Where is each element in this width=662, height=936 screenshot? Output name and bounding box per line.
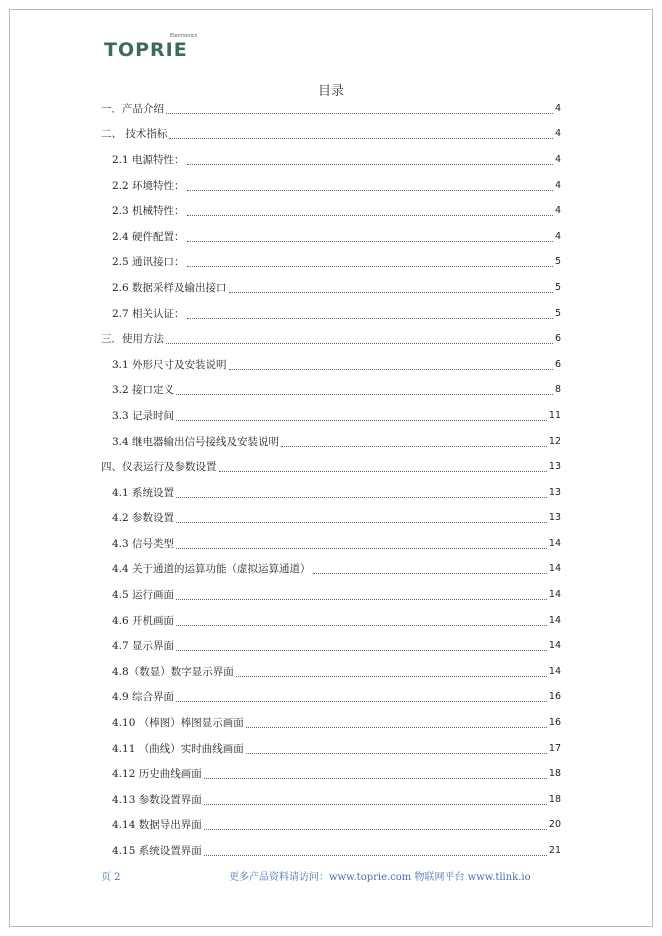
toc-entry[interactable] xyxy=(101,403,561,429)
toc-entry[interactable] xyxy=(101,275,561,301)
toc-entry-page-number: 13 xyxy=(548,486,561,498)
toc-entry[interactable] xyxy=(101,761,561,787)
toc-entry-label: 4.12 历史曲线画面 xyxy=(112,768,202,781)
toc-entry[interactable] xyxy=(101,710,561,736)
toc-entry-page-number: 13 xyxy=(548,461,561,473)
toc-dot-leader xyxy=(281,437,547,447)
toc-dot-leader xyxy=(176,411,547,421)
toc-entry-page-number: 14 xyxy=(548,589,561,601)
toc-entry-label: 4.13 参数设置界面 xyxy=(112,793,202,806)
toc-entry-page-number: 21 xyxy=(548,845,561,857)
toc-entry-label: 四、仪表运行及参数设置 xyxy=(101,461,217,474)
toc-entry[interactable] xyxy=(101,378,561,404)
toc-entry-page-number: 20 xyxy=(548,819,561,831)
toc-entry-label: 3.4 继电器输出信号接线及安装说明 xyxy=(112,435,280,448)
toc-dot-leader xyxy=(176,488,547,498)
toc-entry-page-number: 17 xyxy=(548,742,561,754)
toc-entry[interactable] xyxy=(101,685,561,711)
toc-entry-page-number: 13 xyxy=(548,512,561,524)
toc-entry-page-number: 4 xyxy=(554,205,561,217)
toc-entry-page-number: 4 xyxy=(554,128,561,140)
toc-entry[interactable] xyxy=(101,352,561,378)
toc-entry-page-number: 6 xyxy=(554,358,561,370)
toc-entry-label: 4.9 综合界面 xyxy=(112,691,175,704)
toc-entry-label: 3.2 接口定义 xyxy=(112,384,175,397)
toc-entry[interactable] xyxy=(101,582,561,608)
toc-title: 目录 xyxy=(317,84,344,99)
toc-dot-leader xyxy=(176,539,547,549)
toc-entry-page-number: 14 xyxy=(548,665,561,677)
toc-entry-page-number: 5 xyxy=(554,256,561,268)
toc-entry[interactable] xyxy=(101,736,561,762)
toc-entry-label: 4.6 开机画面 xyxy=(112,614,175,627)
toc-entry-page-number: 4 xyxy=(554,102,561,114)
toc-dot-leader xyxy=(187,181,553,191)
toc-entry-page-number: 14 xyxy=(548,537,561,549)
toc-entry-page-number: 4 xyxy=(554,179,561,191)
toc-entry-page-number: 16 xyxy=(548,717,561,729)
toc-entry-label: 4.15 系统设置界面 xyxy=(112,845,202,858)
toc-entry-page-number: 18 xyxy=(548,793,561,805)
toc-entry-label: 2.1 电源特性： xyxy=(112,153,185,166)
toc-entry-label: 4.3 信号类型 xyxy=(112,537,175,550)
toc-entry-label: 4.8（数显）数字显示界面 xyxy=(112,665,234,678)
toc-entry[interactable] xyxy=(101,506,561,532)
toc-entry[interactable] xyxy=(101,96,561,122)
toc-entry[interactable] xyxy=(101,429,561,455)
toc-entry[interactable] xyxy=(101,608,561,634)
toc-dot-leader xyxy=(187,206,553,216)
toc-entry[interactable] xyxy=(101,480,561,506)
toc-entry-label: 4.14 数据导出界面 xyxy=(112,819,202,832)
toc-entry-label: 3.3 记录时间 xyxy=(112,409,175,422)
toc-entry-label: 4.7 显示界面 xyxy=(112,640,175,653)
table-of-contents xyxy=(101,96,561,864)
toc-entry-label: 2.5 通讯接口： xyxy=(112,256,185,269)
toc-dot-leader xyxy=(229,283,553,293)
toc-dot-leader xyxy=(176,385,553,395)
toc-dot-leader xyxy=(166,104,553,114)
toc-entry[interactable] xyxy=(101,454,561,480)
toc-entry[interactable] xyxy=(101,173,561,199)
toc-entry-page-number: 4 xyxy=(554,153,561,165)
toc-dot-leader xyxy=(236,667,547,677)
toc-dot-leader xyxy=(313,564,547,574)
toc-dot-leader xyxy=(246,744,547,754)
toc-entry-label: 三．使用方法 xyxy=(101,333,164,346)
toc-entry-page-number: 4 xyxy=(554,230,561,242)
toc-dot-leader xyxy=(204,769,547,779)
toc-entry-page-number: 8 xyxy=(554,384,561,396)
toc-entry-page-number: 16 xyxy=(548,691,561,703)
footer-page-number: 页 2 xyxy=(101,872,121,883)
toc-entry[interactable] xyxy=(101,198,561,224)
toc-entry[interactable] xyxy=(101,224,561,250)
toc-entry-label: 2.3 机械特性： xyxy=(112,205,185,218)
toc-entry-label: 2.4 硬件配置： xyxy=(112,230,185,243)
toc-entry-page-number: 5 xyxy=(554,281,561,293)
toc-entry-page-number: 14 xyxy=(548,614,561,626)
toc-entry-page-number: 6 xyxy=(554,333,561,345)
toc-entry-label: 4.4 关于通道的运算功能（虚拟运算通道） xyxy=(112,563,311,576)
toc-entry[interactable] xyxy=(101,813,561,839)
toc-dot-leader xyxy=(176,590,547,600)
toc-entry[interactable] xyxy=(101,787,561,813)
toc-entry-label: 2.6 数据采样及输出接口 xyxy=(112,281,227,294)
toc-entry-label: 4.5 运行画面 xyxy=(112,589,175,602)
toc-entry[interactable] xyxy=(101,122,561,148)
toc-entry-page-number: 11 xyxy=(548,409,561,421)
toc-dot-leader xyxy=(169,129,553,139)
toc-dot-leader xyxy=(204,820,547,830)
toc-entry[interactable] xyxy=(101,147,561,173)
toc-entry[interactable] xyxy=(101,633,561,659)
toc-entry-label: 二、 技术指标 xyxy=(101,128,168,141)
toc-entry[interactable] xyxy=(101,531,561,557)
toc-entry-page-number: 18 xyxy=(548,768,561,780)
toc-dot-leader xyxy=(176,616,547,626)
toc-dot-leader xyxy=(246,718,547,728)
logo-brand-text: TOPRIE xyxy=(104,39,188,61)
toc-entry-label: 2.7 相关认证： xyxy=(112,307,185,320)
toc-dot-leader xyxy=(187,309,553,319)
toc-dot-leader xyxy=(176,692,547,702)
toc-dot-leader xyxy=(187,232,553,242)
toc-entry[interactable] xyxy=(101,838,561,864)
toc-dot-leader xyxy=(219,462,547,472)
toc-dot-leader xyxy=(229,360,553,370)
toc-entry-page-number: 5 xyxy=(554,307,561,319)
toc-entry-label: 一．产品介绍 xyxy=(101,102,164,115)
toc-entry[interactable] xyxy=(101,301,561,327)
toc-entry-page-number: 14 xyxy=(548,640,561,652)
toc-entry-label: 4.1 系统设置 xyxy=(112,486,175,499)
toprie-logo xyxy=(104,33,198,63)
toc-dot-leader xyxy=(166,334,553,344)
footer-website-text: 更多产品资料请访问：www.toprie.com 物联网平台 www.tlink.io xyxy=(229,872,531,883)
toc-entry[interactable] xyxy=(101,326,561,352)
toc-entry-label: 4.11 （曲线）实时曲线画面 xyxy=(112,742,244,755)
toc-dot-leader xyxy=(176,513,547,523)
toc-entry-label: 3.1 外形尺寸及安装说明 xyxy=(112,358,227,371)
logo-sub-text: Electronics xyxy=(170,33,198,39)
toc-entry[interactable] xyxy=(101,250,561,276)
toc-entry[interactable] xyxy=(101,659,561,685)
toc-entry[interactable] xyxy=(101,557,561,583)
toc-dot-leader xyxy=(204,846,547,856)
toc-dot-leader xyxy=(204,795,547,805)
toc-dot-leader xyxy=(187,257,553,267)
toc-dot-leader xyxy=(187,155,553,165)
toc-dot-leader xyxy=(176,641,547,651)
toc-entry-label: 4.2 参数设置 xyxy=(112,512,175,525)
toc-entry-page-number: 12 xyxy=(548,435,561,447)
toc-entry-label: 2.2 环境特性： xyxy=(112,179,185,192)
toc-entry-label: 4.10 （棒图）棒图显示画面 xyxy=(112,717,244,730)
toc-entry-page-number: 14 xyxy=(548,563,561,575)
